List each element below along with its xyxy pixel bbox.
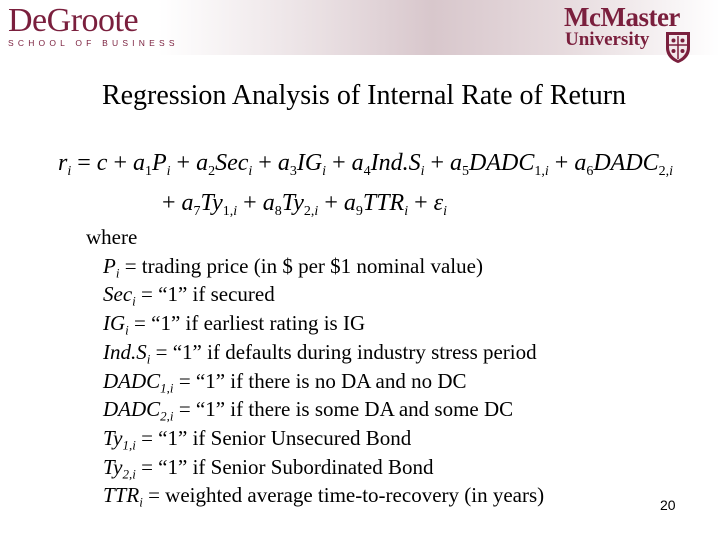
definition-variable: Ind.S <box>103 339 147 364</box>
regression-equation <box>58 144 698 224</box>
variable-definitions <box>86 223 544 510</box>
definition-list <box>86 252 544 510</box>
definition-subscript: i <box>132 293 136 309</box>
definition-variable: DADC <box>103 368 161 393</box>
definition-variable: DADC <box>103 397 161 422</box>
definition-variable: Ty <box>103 425 123 450</box>
definition-subscript: 1,i <box>122 437 136 453</box>
definition-subscript: i <box>125 322 129 338</box>
definition-subscript: i <box>139 494 143 510</box>
definition-variable: Ty <box>103 454 123 479</box>
definition-subscript: i <box>146 351 151 367</box>
where-label: where <box>86 225 138 249</box>
svg-text:ri = c + a1Pi + a2Seci + a3IGi: $r_i = c + a_1P_i + a_2Sec_i + a_3IG_i + a_4Ind.S_i$ + $a_5DADC_{1,}i$ + $a_6DADC_{2,}i$ <box>58 150 674 179</box>
degroote-logo-tagline: SCHOOL OF BUSINESS <box>8 38 179 48</box>
definition-variable: P <box>103 253 116 278</box>
definition-text: = “1” if defaults during industry stress period <box>150 339 537 364</box>
definition-text: = “1” if secured <box>135 282 275 307</box>
definition-text: = weighted average time-to-recovery (in years) <box>142 483 545 508</box>
slide-title: Regression Analysis of Internal Rate of Return <box>101 80 627 111</box>
definition-text: = “1” if Senior Subordinated Bond <box>135 454 434 479</box>
definition-variable: TTR <box>103 483 140 508</box>
mcmaster-logo-line1: McMaster <box>564 2 680 32</box>
slide-header <box>0 0 720 55</box>
definition-row <box>86 453 544 482</box>
definition-subscript: 1,i <box>160 380 174 396</box>
regression-equation-graphic <box>58 144 698 224</box>
definition-variable: Sec <box>103 282 133 307</box>
definition-row <box>86 367 544 396</box>
definition-text: = “1” if Senior Unsecured Bond <box>135 425 412 450</box>
definition-text: = “1” if there is some DA and some DC <box>173 397 514 422</box>
definition-variable: IG <box>103 311 126 336</box>
definition-subscript: 2,i <box>122 466 136 482</box>
degroote-logo <box>8 2 179 48</box>
definition-row <box>86 338 544 367</box>
definition-subscript: i <box>115 265 120 281</box>
definition-row <box>86 280 544 309</box>
definition-row <box>86 252 544 281</box>
shield-crest-icon <box>664 30 692 64</box>
definition-subscript: 2,i <box>160 408 174 424</box>
definition-text: = “1” if earliest rating is IG <box>128 311 366 336</box>
degroote-logo-name: DeGroote <box>8 2 139 39</box>
mcmaster-logo <box>564 2 714 72</box>
definition-row <box>86 395 544 424</box>
definition-text: = “1” if there is no DA and no DC <box>173 368 467 393</box>
page-number: 20 <box>660 497 676 513</box>
svg-text:+ a7Ty1,i + a8Ty2,i + a9TTRi +: + $a_7Ty_{1,}i + a_8Ty_{2,}i + a_9TTR_i + \varepsilon_i$ <box>162 190 448 219</box>
definition-row <box>86 481 544 510</box>
definition-row <box>86 424 544 453</box>
mcmaster-logo-line2: University <box>565 29 650 50</box>
definition-row <box>86 309 544 338</box>
definition-text: = trading price (in $ per $1 nominal value) <box>119 253 483 278</box>
